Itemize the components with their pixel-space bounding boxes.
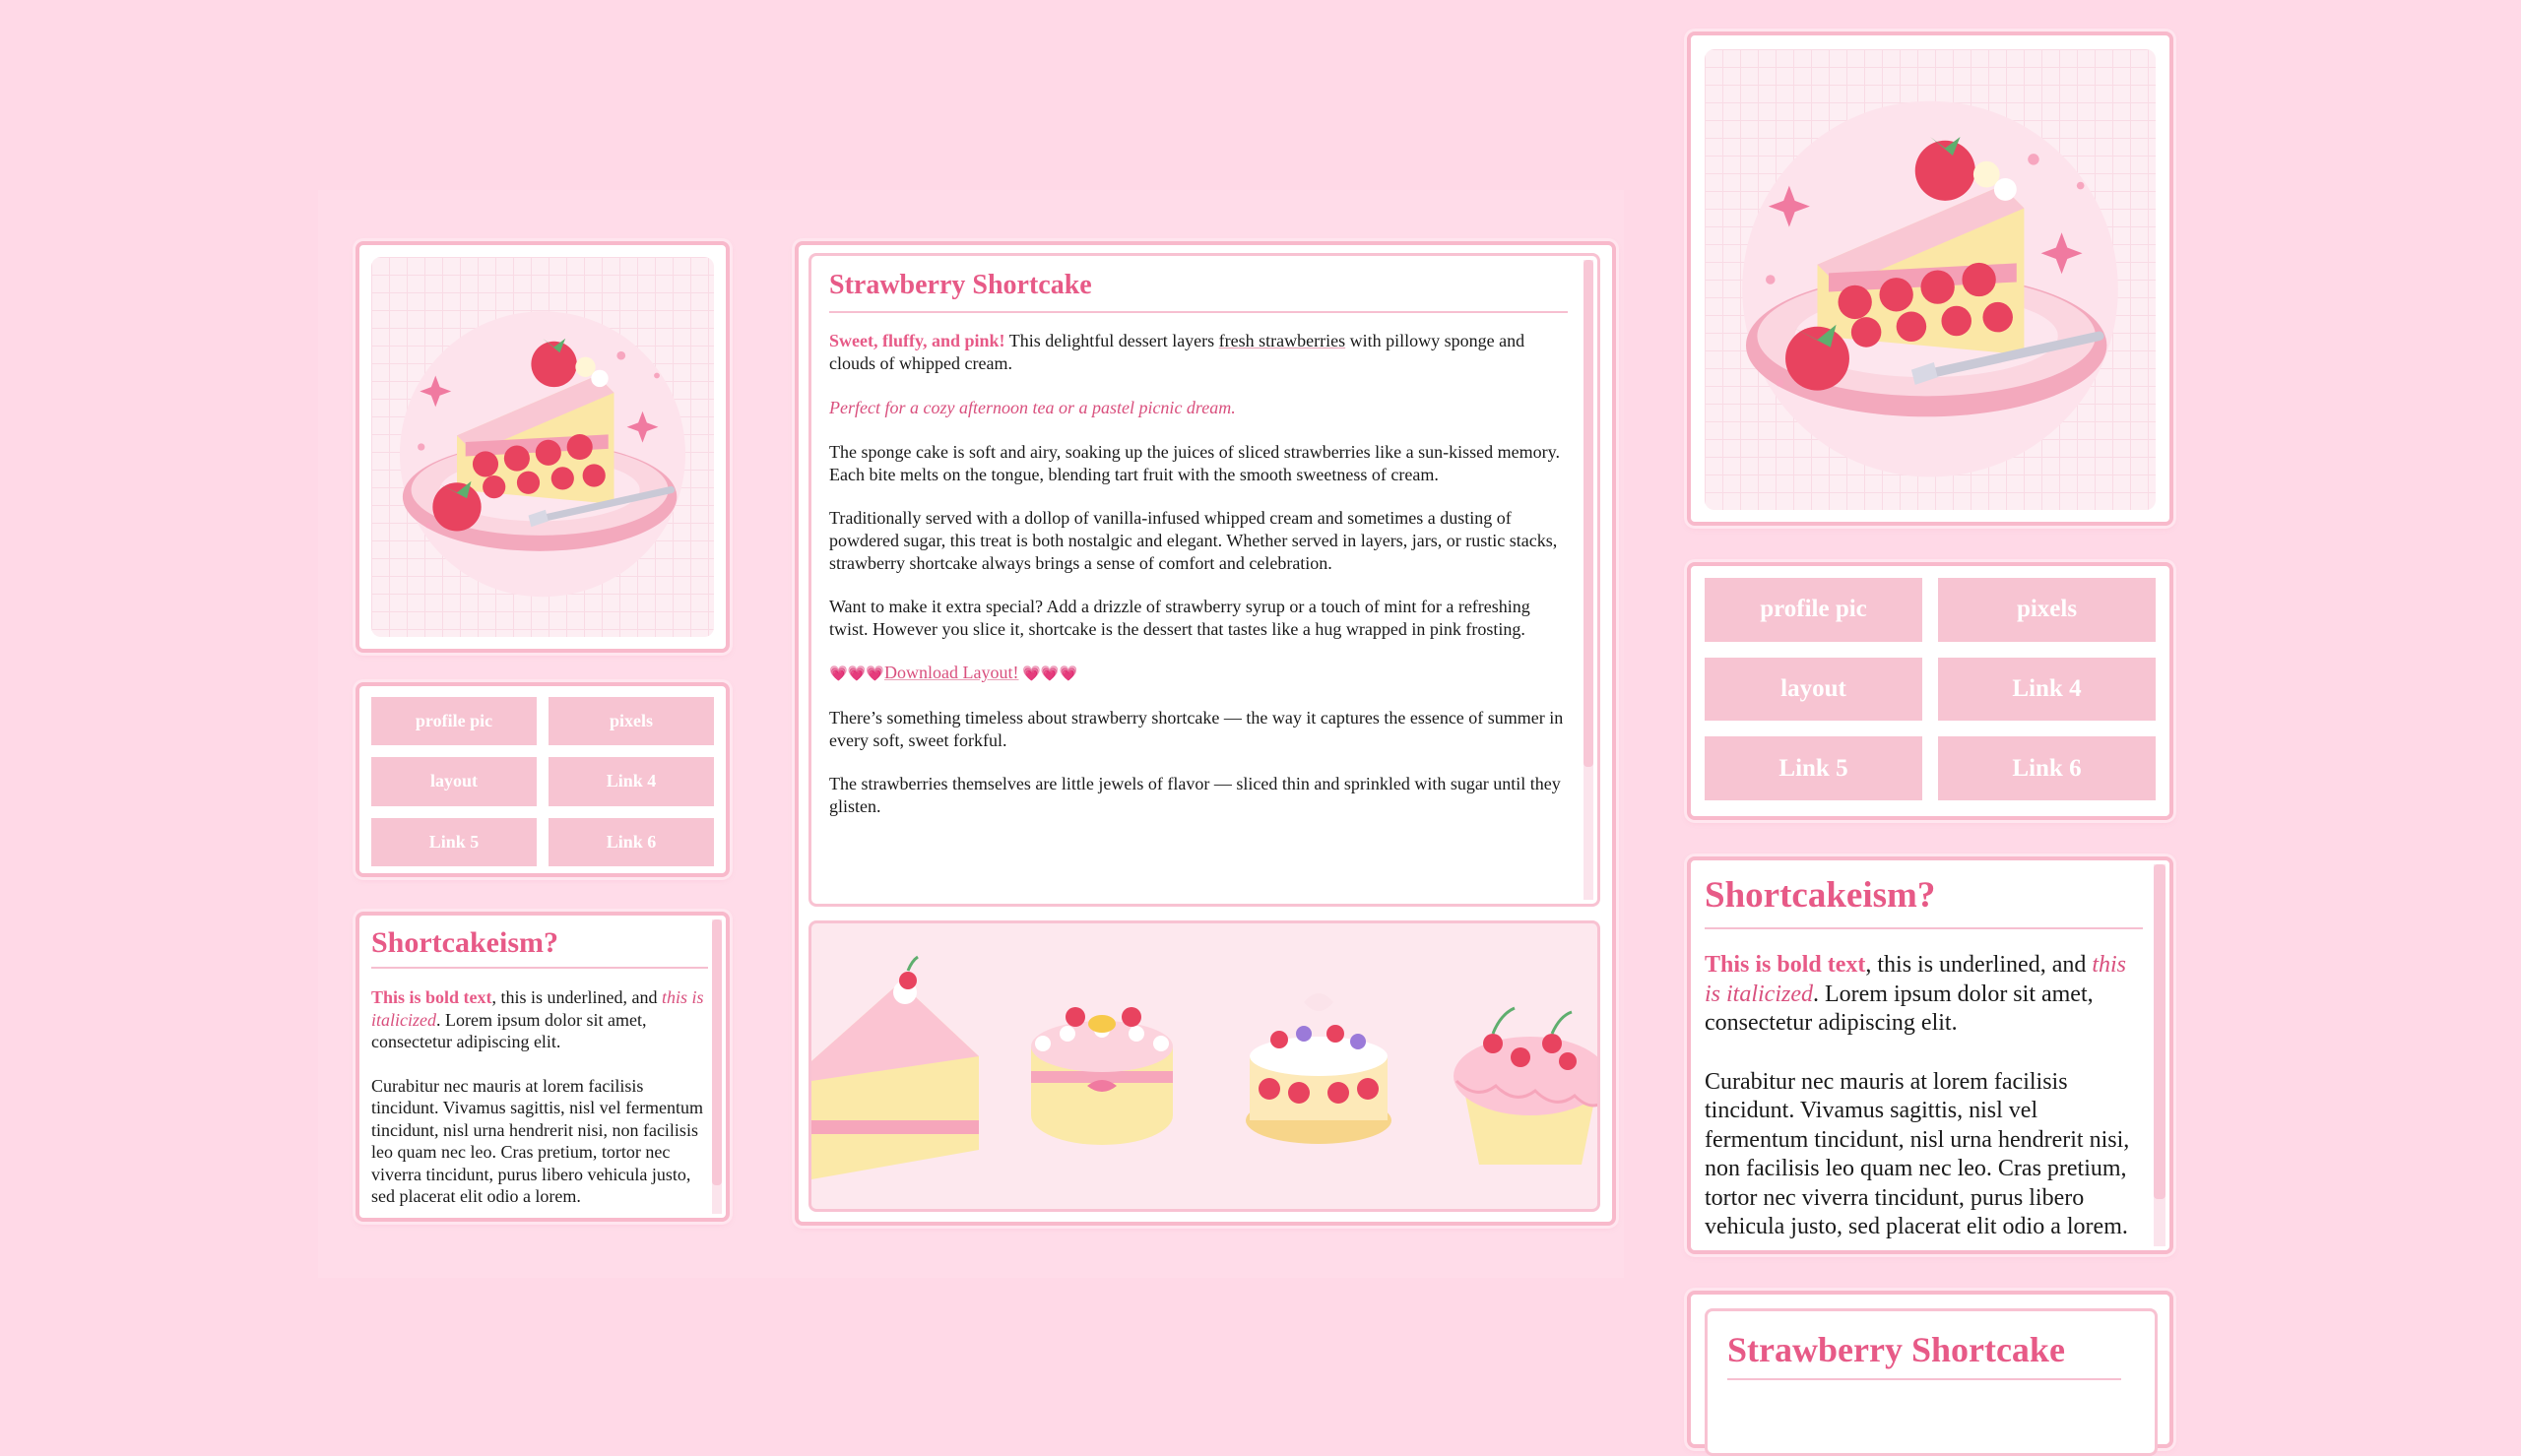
main-panel [795,241,1616,1226]
paragraph-3: Want to make it extra special? Add a drizzle of strawberry syrup or a touch of mint for a refreshing twist. However you slice it, shortcake is the dessert that tastes like a hug wrapped in pink frosting. [829,597,1530,639]
profile-card-large [1687,32,2173,526]
link-panel-large [1687,562,2173,820]
hearts-icon: 💗💗💗 [829,666,885,682]
link-6[interactable]: Link 6 [549,818,714,866]
paragraph-5: The strawberries themselves are little jewels of flavor — sliced thin and sprinkled with sugar until they glisten. [829,774,1561,816]
italic-text: this is italicized [1705,952,2127,1007]
article-preview-large [1687,1291,2173,1448]
underlined-text: fresh strawberries [1218,331,1346,350]
about-paragraph [371,986,708,1053]
profile-card [356,241,730,653]
link-panel [356,682,730,877]
link-5[interactable]: Link 5 [1705,736,1922,800]
link-layout[interactable]: layout [1705,658,1922,722]
article-scroll[interactable] [829,266,1568,896]
link-4[interactable]: Link 4 [549,757,714,805]
download-line [829,662,1568,686]
link-pixels[interactable]: pixels [1938,578,2156,642]
paragraph-2: Traditionally served with a dollop of vanilla-infused whipped cream and sometimes a dusting of powdered sugar, this treat is both nostalgic and elegant. Whether served in layers, jars, or rustic stacks, strawberry shortcake always brings a sense of comfort and celebration. [829,508,1558,573]
link-pixels[interactable]: pixels [549,697,714,745]
article-scrollbar[interactable] [1584,260,1593,900]
about-scrollbar-large[interactable] [2154,864,2165,1246]
link-5[interactable]: Link 5 [371,818,537,866]
strawberry-cake-icon [1705,49,2156,510]
paragraph-4: There’s something timeless about strawberry shortcake — the way it captures the essence of summer in every soft, sweet forkful. [829,708,1564,750]
cake-slice-icon [811,957,979,1179]
text: , this is underlined, and [1865,952,2093,978]
text: . Lorem ipsum dolor sit amet, consectetur adipiscing elit. [371,1009,647,1051]
intro-bold: Sweet, fluffy, and pink! [829,331,1005,350]
article-title: Strawberry Shortcake [1727,1325,2121,1380]
cake-illustration-large [1705,49,2156,510]
about-box-large [1687,856,2173,1254]
about-scroll[interactable] [371,923,708,1214]
text: . Lorem ipsum dolor sit amet, consectetur adipiscing elit. [1705,981,2094,1036]
link-4[interactable]: Link 4 [1938,658,2156,722]
about-title: Shortcakeism? [371,923,708,969]
about-paragraph-2: Curabitur nec mauris at lorem facilisis tincidunt. Vivamus sagittis, nisl vel fermentum tincidunt, nisl urna hendrerit nisi, non facilisis leo quam nec leo. Cras pretium, tortor nec viverra tincidunt, purus libero vehicula justo, sed placerat elit odio a lorem. [371,1075,704,1206]
layout-backdrop [318,190,1624,1278]
about-box [356,912,730,1222]
cherry-cupcake-icon [1454,1008,1597,1165]
link-profile-pic[interactable]: profile pic [371,697,537,745]
cake-illustration [371,257,714,637]
tagline: Perfect for a cozy afternoon tea or a pastel picnic dream. [829,398,1236,417]
strawberry-cake-icon [371,257,714,637]
text: This delightful dessert layers [1004,331,1219,350]
dessert-banner [808,920,1600,1212]
italic-text: this is italicized [371,987,704,1030]
about-title: Shortcakeism? [1705,870,2143,929]
link-layout[interactable]: layout [371,757,537,805]
article-title: Strawberry Shortcake [829,266,1568,313]
bold-text: This is bold text [371,987,492,1007]
charlotte-cake-icon [1031,1007,1173,1145]
article-preview-inner [1705,1308,2158,1456]
about-scrollbar[interactable] [712,919,722,1214]
intro-paragraph [829,330,1568,375]
download-link[interactable]: Download Layout! [884,663,1019,682]
text: with pillowy sponge and clouds of whipped cream. [829,331,1525,373]
link-6[interactable]: Link 6 [1938,736,2156,800]
about-paragraph [1705,951,2143,1039]
text: , this is underlined, and [491,987,663,1007]
hearts-icon: 💗💗💗 [1018,666,1078,682]
about-scroll-large[interactable] [1705,870,2143,1246]
bold-text: This is bold text [1705,952,1866,978]
dessert-pixel-art [811,923,1597,1209]
about-paragraph-2: Curabitur nec mauris at lorem facilisis tincidunt. Vivamus sagittis, nisl vel fermentum tincidunt, nisl urna hendrerit nisi, non facilisis leo quam nec leo. Cras pretium, tortor nec viverra tincidunt, purus libero vehicula justo, sed placerat elit odio a lorem. [1705,1068,2130,1239]
paragraph-1: The sponge cake is soft and airy, soaking up the juices of sliced strawberries like a sun-kissed memory. Each bite melts on the tongue, blending tart fruit with the smooth sweetness of cream. [829,442,1560,484]
article-box [808,253,1600,907]
berry-tart-icon [1246,993,1391,1144]
link-profile-pic[interactable]: profile pic [1705,578,1922,642]
